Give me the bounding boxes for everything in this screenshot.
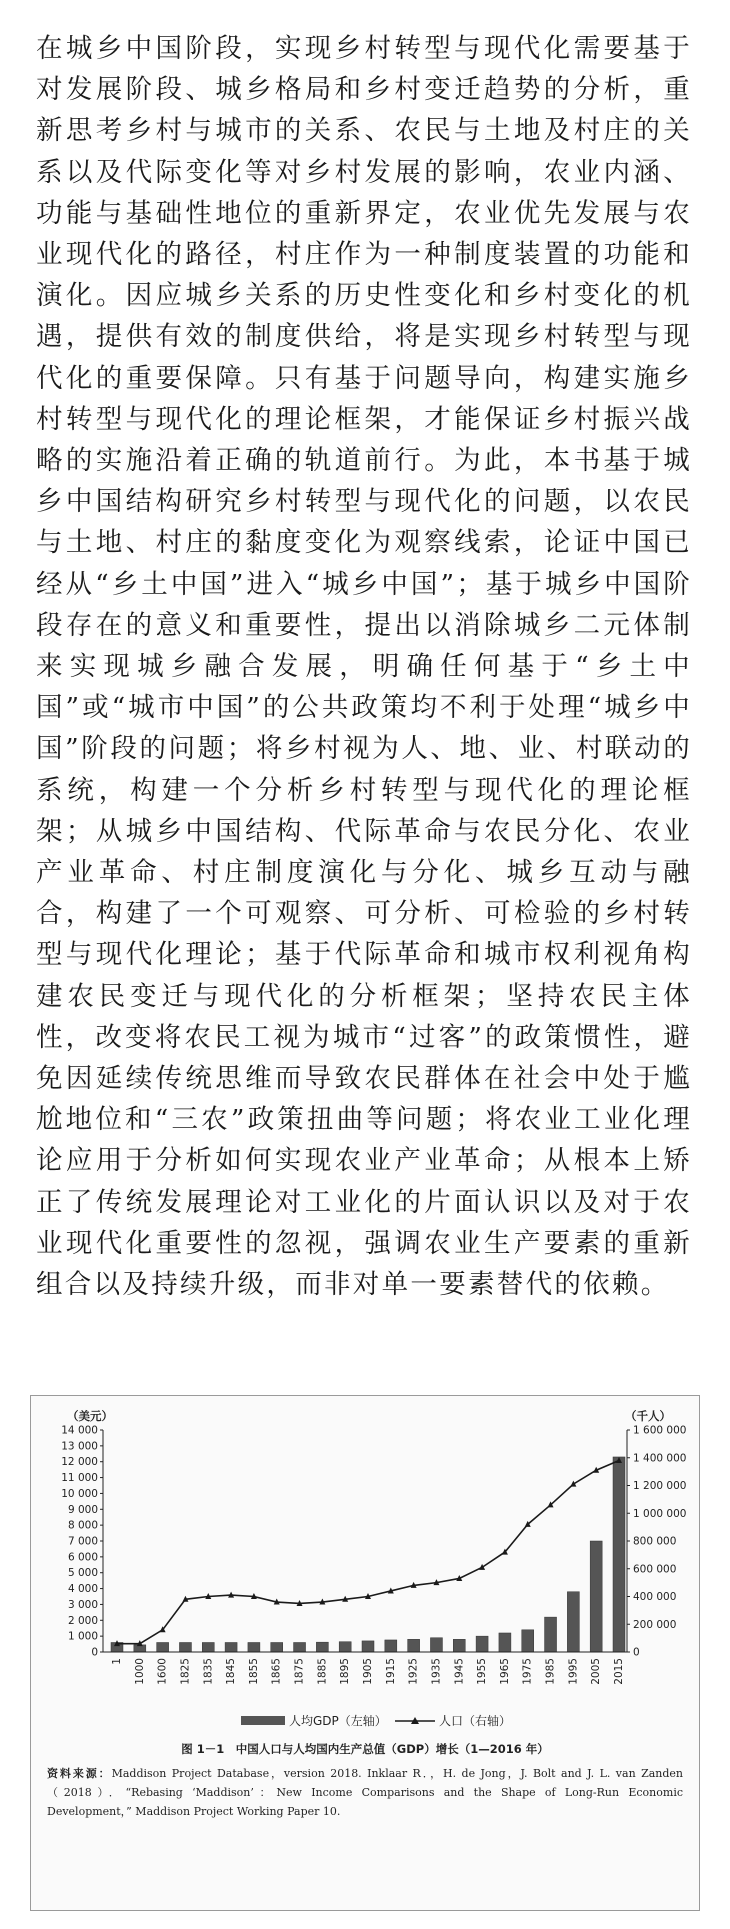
gdp-bar bbox=[590, 1541, 602, 1652]
gdp-bar bbox=[476, 1636, 488, 1652]
left-tick-label: 6 000 bbox=[67, 1551, 98, 1564]
gdp-bar bbox=[453, 1639, 465, 1652]
gdp-bar bbox=[179, 1642, 191, 1652]
x-tick-label: 2015 bbox=[613, 1658, 625, 1685]
population-line bbox=[117, 1461, 619, 1644]
left-tick-label: 8 000 bbox=[67, 1519, 98, 1532]
x-tick-label: 1935 bbox=[430, 1658, 443, 1685]
x-tick-label: 2005 bbox=[590, 1658, 603, 1685]
left-tick-label: 4 000 bbox=[67, 1583, 98, 1596]
x-tick-label: 1955 bbox=[476, 1658, 489, 1685]
x-tick-label: 1000 bbox=[133, 1658, 146, 1685]
gdp-bar bbox=[522, 1630, 534, 1652]
x-tick-label: 1600 bbox=[156, 1658, 169, 1685]
left-tick-label: 11 000 bbox=[61, 1472, 98, 1485]
gdp-bar bbox=[248, 1642, 260, 1652]
x-tick-label: 1845 bbox=[225, 1658, 238, 1685]
left-tick-label: 13 000 bbox=[61, 1440, 98, 1453]
right-tick-label: 600 000 bbox=[633, 1563, 677, 1576]
gdp-bar bbox=[408, 1639, 420, 1652]
left-tick-label: 14 000 bbox=[61, 1424, 98, 1437]
x-tick-label: 1885 bbox=[316, 1658, 329, 1685]
gdp-bar bbox=[294, 1642, 306, 1652]
left-tick-label: 3 000 bbox=[67, 1598, 98, 1611]
gdp-bar bbox=[316, 1642, 328, 1652]
gdp-bar bbox=[613, 1457, 625, 1652]
left-tick-label: 1 000 bbox=[67, 1630, 98, 1643]
figure-source bbox=[47, 1764, 683, 1821]
left-tick-label: 9 000 bbox=[67, 1503, 98, 1516]
x-tick-label: 1865 bbox=[270, 1658, 283, 1685]
gdp-bar bbox=[567, 1592, 579, 1652]
right-tick-label: 1 200 000 bbox=[633, 1480, 687, 1492]
right-tick-label: 0 bbox=[633, 1646, 640, 1659]
right-tick-label: 400 000 bbox=[633, 1591, 677, 1603]
gdp-bar bbox=[499, 1633, 511, 1652]
left-tick-label: 10 000 bbox=[61, 1487, 98, 1500]
legend-bar-swatch bbox=[241, 1716, 285, 1725]
x-tick-label: 1925 bbox=[407, 1658, 420, 1685]
x-tick-label: 1905 bbox=[362, 1658, 374, 1685]
source-label: 资料来源： bbox=[47, 1767, 112, 1780]
legend-bar-label: 人均GDP（左轴） bbox=[289, 1714, 387, 1728]
x-tick-label: 1995 bbox=[567, 1658, 580, 1685]
x-tick-label: 1945 bbox=[453, 1658, 466, 1685]
left-tick-label: 12 000 bbox=[61, 1456, 98, 1469]
x-tick-label: 1895 bbox=[339, 1658, 352, 1685]
right-tick-label: 200 000 bbox=[633, 1618, 677, 1631]
gdp-bar bbox=[385, 1640, 397, 1652]
figure-caption: 图 1－1 中国人口与人均国内生产总值（GDP）增长（1—2016 年） bbox=[181, 1742, 549, 1756]
left-tick-label: 7 000 bbox=[67, 1535, 98, 1548]
gdp-bar bbox=[202, 1642, 214, 1652]
gdp-bar bbox=[430, 1638, 442, 1652]
gdp-bar bbox=[157, 1642, 169, 1652]
right-tick-label: 800 000 bbox=[633, 1535, 677, 1548]
right-tick-label: 1 600 000 bbox=[633, 1424, 687, 1437]
gdp-bar bbox=[362, 1641, 374, 1652]
right-tick-label: 1 400 000 bbox=[633, 1452, 687, 1465]
x-tick-label: 1915 bbox=[384, 1658, 397, 1685]
x-tick-label: 1975 bbox=[521, 1658, 534, 1685]
figure bbox=[30, 1395, 700, 1911]
left-tick-label: 5 000 bbox=[67, 1567, 98, 1580]
x-tick-label: 1855 bbox=[247, 1658, 260, 1685]
right-axis-unit: （千人） bbox=[625, 1409, 671, 1423]
gdp-bar bbox=[545, 1617, 557, 1652]
left-tick-label: 2 000 bbox=[67, 1614, 98, 1627]
legend-line-label: 人口（右轴） bbox=[439, 1714, 512, 1728]
gdp-bar bbox=[271, 1642, 283, 1652]
x-tick-label: 1 bbox=[111, 1658, 123, 1665]
body-paragraph: 在城乡中国阶段，实现乡村转型与现代化需要基于对发展阶段、城乡格局和乡村变迁趋势的分析，重新思考乡村与城市的关系、农民与土地及村庄的关系以及代际变化等对乡村发展的影响，农业内涵、功能与基础性地位的重新界定，农业优先发展与农业现代化的路径，村庄作为一种制度装置的功能和演化。因应城乡关系的历史性变化和乡村变化的机遇，提供有效的制度供给，将是实现乡村转型与现代化的重要保障。只有基于问题导向，构建实施乡村转型与现代化的理论框架，才能保证乡村振兴战略的实施沿着正确的轨道前行。为此，本书基于城乡中国结构研究乡村转型与现代化的问题，以农民与土地、村庄的黏度变化为观察线索，论证中国已经从“乡土中国”进入“城乡中国”；基于城乡中国阶段存在的意义和重要性，提出以消除城乡二元体制来实现城乡融合发展，明确任何基于“乡土中国”或“城市中国”的公共政策均不利于处理“城乡中国”阶段的问题；将乡村视为人、地、业、村联动的系统，构建一个分析乡村转型与现代化的理论框架；从城乡中国结构、代际革命与农民分化、农业产业革命、村庄制度演化与分化、城乡互动与融合，构建了一个可观察、可分析、可检验的乡村转型与现代化理论；基于代际革命和城市权利视角构建农民变迁与现代化的分析框架；坚持农民主体性，改变将农民工视为城市“过客”的政策惯性，避免因延续传统思维而导致农民群体在社会中处于尴尬地位和“三农”政策扭曲等问题；将农业工业化理论应用于分析如何实现农业产业革命；从根本上矫正了传统发展理论对工业化的片面认识以及对于农业现代化重要性的忽视，强调农业生产要素的重新组合以及持续升级，而非对单一要素替代的依赖。 bbox=[36, 33, 692, 1301]
x-tick-label: 1965 bbox=[498, 1658, 511, 1685]
source-text: Maddison Project Database，version 2018. Inklaar R．，H. de Jong，J. Bolt and J. L. van Zanden（2018）．“Rebasing ‘Maddison’：New Income Comparisons and the Shape of Long-Run Economic Development，” Maddison Project Working Paper 10. bbox=[47, 1767, 683, 1818]
left-axis-unit: （美元） bbox=[67, 1409, 113, 1423]
x-tick-label: 1825 bbox=[179, 1658, 192, 1685]
gdp-bar bbox=[339, 1642, 351, 1652]
population-gdp-chart bbox=[31, 1396, 699, 1736]
left-tick-label: 0 bbox=[91, 1646, 98, 1659]
right-tick-label: 1 000 000 bbox=[633, 1507, 687, 1520]
x-tick-label: 1985 bbox=[544, 1658, 557, 1685]
x-tick-label: 1875 bbox=[293, 1658, 306, 1685]
gdp-bar bbox=[225, 1642, 237, 1652]
x-tick-label: 1835 bbox=[202, 1658, 215, 1685]
